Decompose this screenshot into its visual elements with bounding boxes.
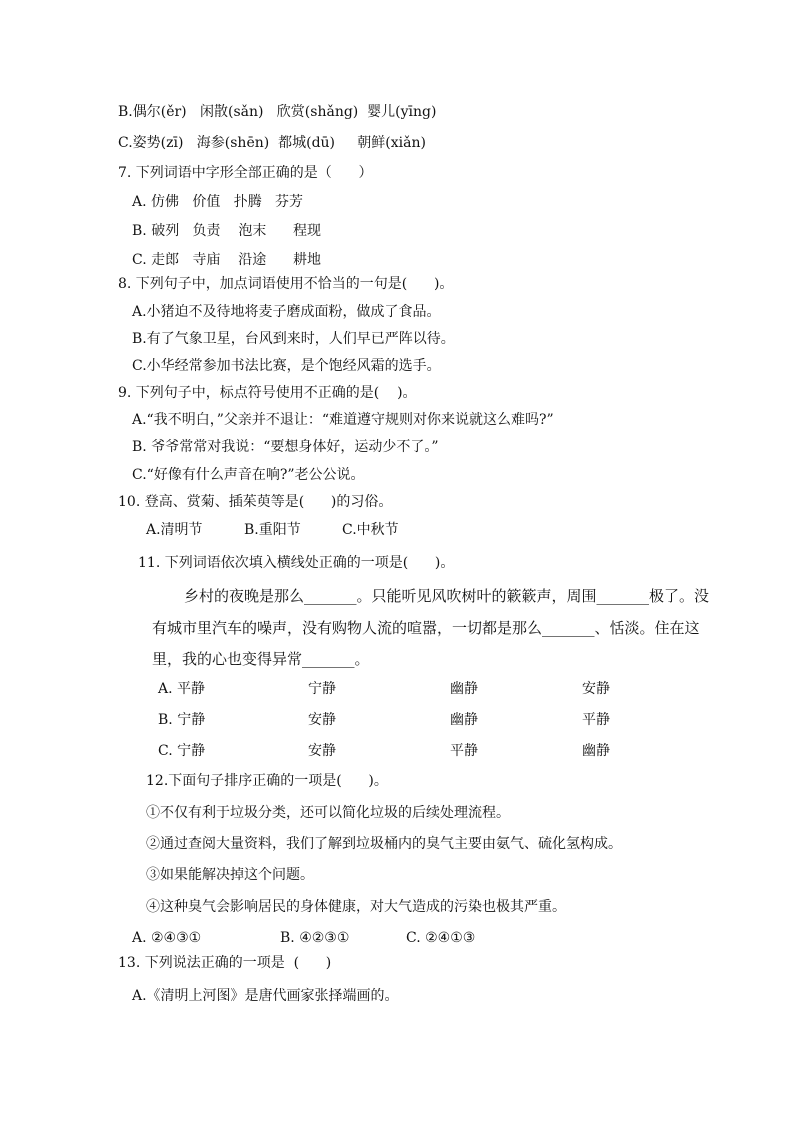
q8-option-b: B.有了气象卫星，台风到来时，人们早已严阵以待。 — [132, 331, 455, 347]
q7-stem: 7. 下列词语中字形全部正确的是（ ） — [118, 165, 373, 181]
q8-option-c: C.小华经常参加书法比赛，是个饱经风霜的选手。 — [132, 358, 441, 374]
q6-option-b: B.偶尔(ěr) 闲散(sǎn) 欣赏(shǎng) 婴儿(yīng) — [118, 104, 437, 120]
q11-option-label: B. 宁静 — [158, 712, 206, 728]
q11-passage-line-2: 有城市里汽车的噪声，没有购物人流的喧嚣，一切都是那么_______、恬淡。住在这 — [152, 619, 700, 637]
q8-option-a: A.小猪迫不及待地将麦子磨成面粉，做成了食品。 — [132, 304, 441, 320]
q9-option-b: B. 爷爷常常对我说：“要想身体好，运动少不了。” — [132, 439, 439, 455]
q11-option-word: 幽静 — [582, 743, 610, 759]
q11-option-word: 幽静 — [450, 681, 478, 697]
q12-sentence-3: ③如果能解决掉这个问题。 — [146, 867, 314, 883]
q7-option-a: A. 仿佛 价值 扑腾 芬芳 — [132, 194, 304, 210]
q9-option-a: A.“我不明白，”父亲并不退让：“难道遵守规则对你来说就这么难吗?” — [132, 412, 554, 428]
q11-passage-line-3: 里，我的心也变得异常_______。 — [152, 650, 370, 668]
q13-stem: 13. 下列说法正确的一项是 ( ) — [118, 955, 332, 971]
q6-option-c: C.姿势(zī) 海参(shēn) 都城(dū) 朝鲜(xiǎn) — [118, 135, 426, 151]
q7-option-c: C. 走郎 寺庙 沿途 耕地 — [132, 252, 321, 268]
q12-stem: 12.下面句子排序正确的一项是( )。 — [146, 773, 388, 789]
q11-option-word: 宁静 — [308, 681, 336, 697]
q11-option-word: 平静 — [450, 743, 478, 759]
q11-option-word: 安静 — [308, 743, 336, 759]
q11-option-word: 安静 — [582, 681, 610, 697]
q11-option-word: 平静 — [582, 712, 610, 728]
q11-stem: 11. 下列词语依次填入横线处正确的一项是( )。 — [138, 555, 455, 571]
q12-option-b: B. ④②③① — [280, 930, 350, 946]
q10-option-b: B.重阳节 — [244, 522, 301, 538]
q12-option-c: C. ②④①③ — [406, 930, 476, 946]
q12-sentence-4: ④这种臭气会影响居民的身体健康，对大气造成的污染也极其严重。 — [146, 899, 566, 915]
q12-option-a: A. ②④③① — [132, 930, 202, 946]
q10-option-a: A.清明节 — [146, 522, 203, 538]
q8-stem: 8. 下列句子中，加点词语使用不恰当的一句是( )。 — [118, 276, 454, 292]
q11-option-word: 幽静 — [450, 712, 478, 728]
q7-option-b: B. 破列 负责 泡末 程现 — [132, 223, 322, 239]
q11-option-label: A. 平静 — [158, 681, 206, 697]
q13-option-a: A.《清明上河图》是唐代画家张择端画的。 — [132, 988, 399, 1004]
q11-option-label: C. 宁静 — [158, 743, 206, 759]
q12-sentence-2: ②通过查阅大量资料，我们了解到垃圾桶内的臭气主要由氨气、硫化氢构成。 — [146, 836, 622, 852]
q9-stem: 9. 下列句子中，标点符号使用不正确的是( )。 — [118, 385, 417, 401]
q10-stem: 10. 登高、赏菊、插茱萸等是( )的习俗。 — [118, 494, 393, 510]
q9-option-c: C.“好像有什么声音在响?”老公公说。 — [132, 467, 365, 483]
q11-option-word: 安静 — [308, 712, 336, 728]
q11-passage-line-1: 乡村的夜晚是那么_______。只能听见风吹树叶的簌簌声，周围_______极了。没 — [184, 587, 710, 605]
q10-option-c: C.中秋节 — [342, 522, 399, 538]
q12-sentence-1: ①不仅有利于垃圾分类，还可以简化垃圾的后续处理流程。 — [146, 805, 510, 821]
